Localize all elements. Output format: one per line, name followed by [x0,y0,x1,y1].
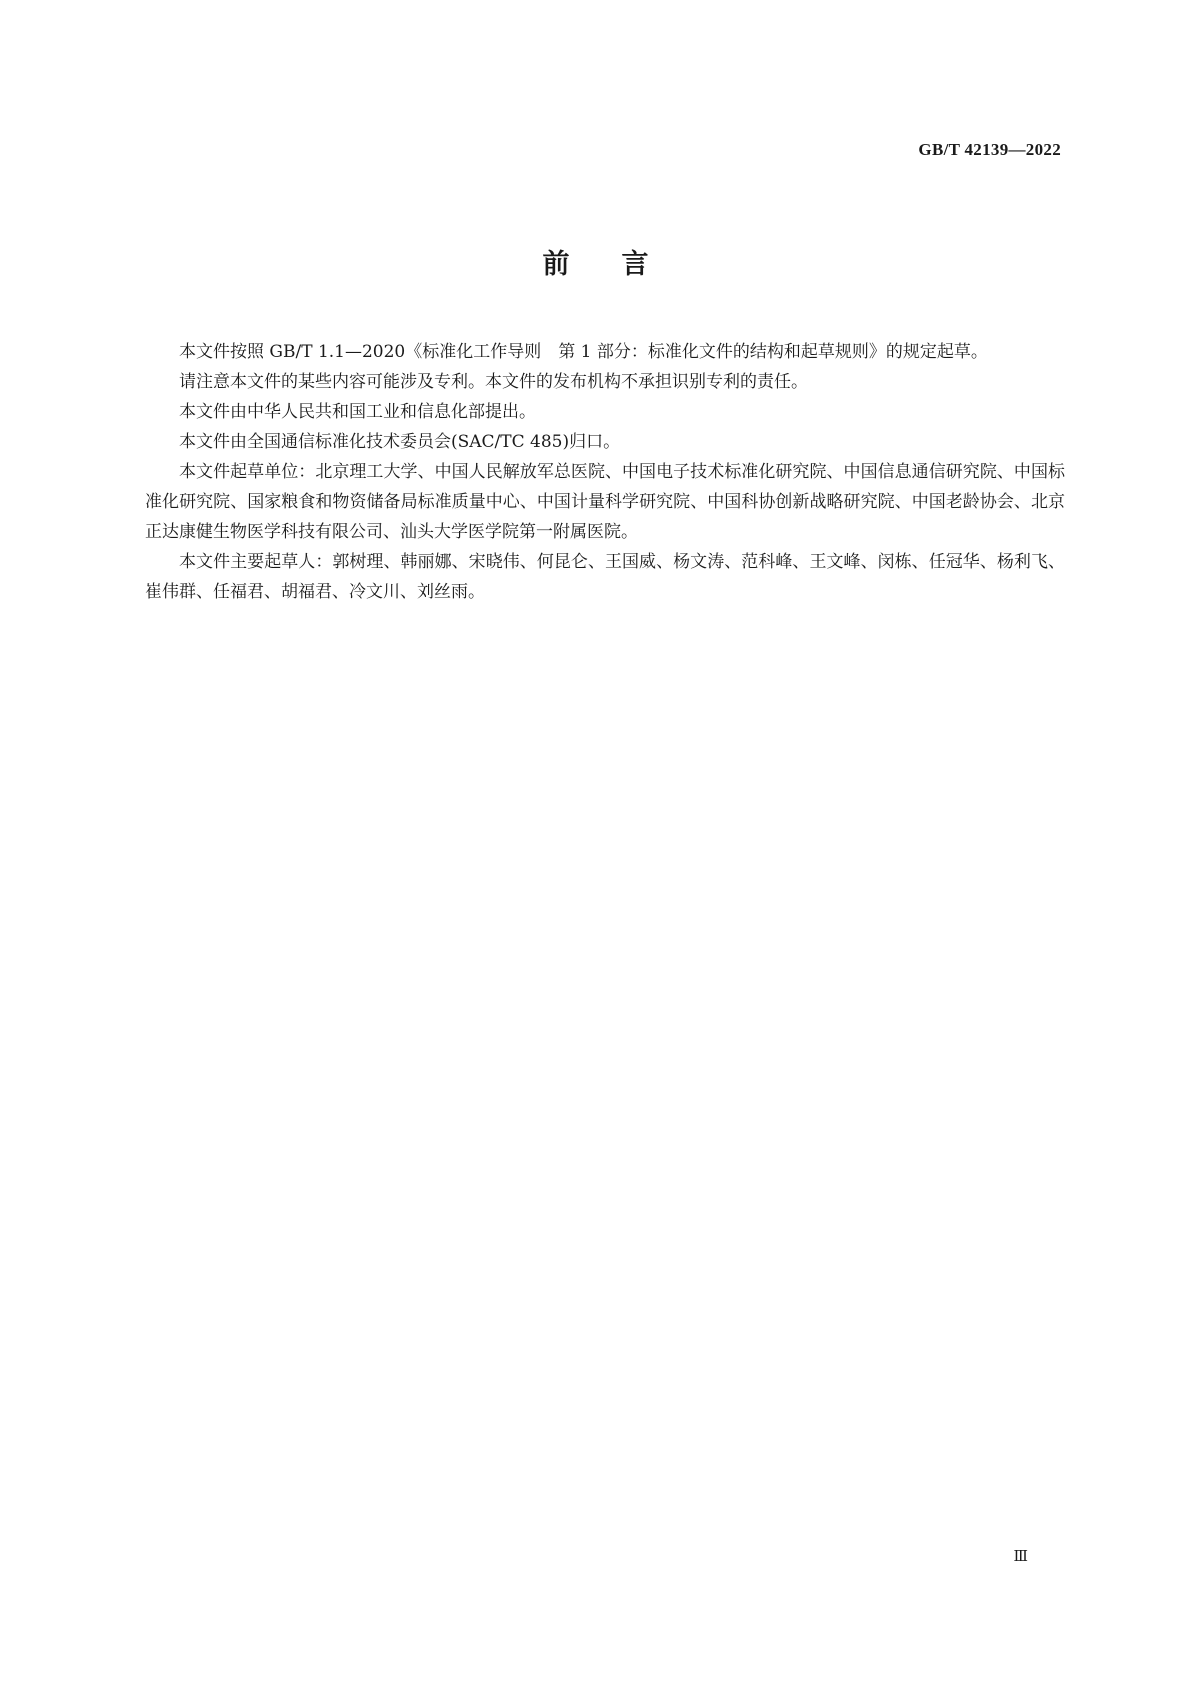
standard-code: GB/T 42139—2022 [918,140,1061,159]
paragraph-main-drafters: 本文件主要起草人：郭树理、韩丽娜、宋晓伟、何昆仑、王国威、杨文涛、范科峰、王文峰、闵栋、任冠华、杨利飞、崔伟群、任福君、胡福君、冷文川、刘丝雨。 [145,552,1065,602]
paragraph-patent-notice: 请注意本文件的某些内容可能涉及专利。本文件的发布机构不承担识别专利的责任。 [179,372,808,392]
paragraph-drafting-rules: 本文件按照 GB/T 1.1—2020《标准化工作导则 第 1 部分：标准化文件的结构和起草规则》的规定起草。 [179,342,988,362]
page-title: 前言 [542,249,701,280]
paragraph-centralized-by: 本文件由全国通信标准化技术委员会(SAC/TC 485)归口。 [179,432,621,452]
paragraph-proposer: 本文件由中华人民共和国工业和信息化部提出。 [179,402,536,422]
page-number: Ⅲ [1013,1549,1028,1565]
preface-body [145,337,1065,607]
paragraph-drafting-units: 本文件起草单位：北京理工大学、中国人民解放军总医院、中国电子技术标准化研究院、中国信息通信研究院、中国标准化研究院、国家粮食和物资储备局标准质量中心、中国计量科学研究院、中国科协创新战略研究院、中国老龄协会、北京正达康健生物医学科技有限公司、汕头大学医学院第一附属医院。 [145,462,1065,542]
